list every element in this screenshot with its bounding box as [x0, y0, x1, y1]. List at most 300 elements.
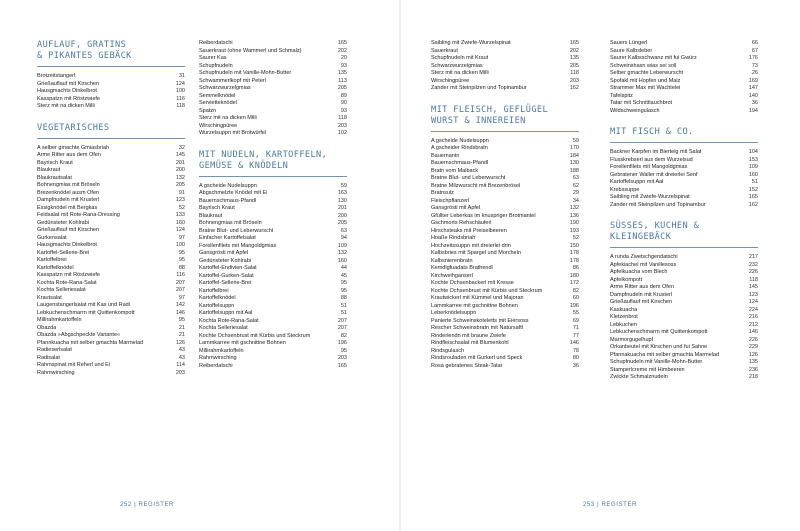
page-number: 20: [340, 55, 347, 61]
recipe-name: Orkanbeutel mit Kirschen und fui Sahne: [610, 344, 708, 350]
index-entry: [431, 288, 579, 296]
page-number: 90: [340, 100, 347, 106]
recipe-name: Bohnengmias mit Bröseln: [37, 182, 100, 188]
page-number: 63: [340, 227, 347, 234]
page-number: 176: [748, 55, 758, 61]
index-entry: [37, 160, 185, 168]
recipe-name: Schweinshaxn wias sei soll: [610, 62, 677, 69]
recipe-name: Wirschingpüree: [199, 122, 238, 129]
page-number: 44: [340, 265, 347, 271]
index-entry: [431, 213, 579, 221]
page-number: 59: [572, 137, 579, 144]
recipe-name: Flusskrebserl aus dem Wurzelsud: [610, 156, 693, 163]
recipe-name: Hausgmachts Dinkelbrot: [37, 242, 97, 248]
index-entry: [37, 81, 185, 89]
page-number: 162: [569, 85, 579, 91]
index-entry: [37, 205, 185, 213]
page-number: 130: [569, 160, 579, 166]
page-footer: 253 | REGISTER: [583, 502, 637, 508]
recipe-name: Lebkuchenschmarrn mit Quittenkompott: [610, 329, 708, 335]
recipe-name: Kletzenbrot: [610, 314, 638, 320]
page-number: 218: [748, 374, 758, 380]
page-number: 43: [178, 354, 185, 361]
page-number: 82: [572, 287, 579, 294]
page-number: 95: [340, 280, 347, 286]
index-entry: [431, 363, 579, 371]
index-entry: [431, 168, 579, 176]
recipe-name: Grießauflauf mit Kirschen: [37, 227, 100, 233]
recipe-name: Wildschweingulasch: [610, 107, 660, 114]
index-entry: [610, 352, 758, 360]
recipe-name: Hausgmachts Dinkelbrot: [37, 88, 97, 94]
page-number: 229: [748, 344, 758, 350]
index-entry: [199, 190, 347, 198]
recipe-name: Brotzeitstangerl: [37, 73, 76, 79]
page-number: 86: [572, 265, 579, 271]
recipe-name: Forellenfilets mit Mangoldgmias: [610, 164, 688, 170]
page-number: 146: [569, 340, 579, 346]
page-number: 226: [748, 269, 758, 275]
index-entry: [431, 138, 579, 146]
recipe-name: Kochta Rote-Rana-Salat: [199, 317, 259, 324]
index-entry: [37, 167, 185, 175]
recipe-name: Tafelspitz: [610, 92, 633, 99]
index-entry: [199, 85, 347, 93]
recipe-name: Kartoffelknödel: [37, 264, 74, 271]
recipe-name: Gansgrösti mit Apfel: [199, 250, 249, 256]
recipe-name: Bratne Blut- und Leberwurscht: [199, 227, 274, 234]
index-entry: [610, 329, 758, 337]
recipe-name: Bauernschmaus-Pfandl: [199, 197, 257, 204]
recipe-name: Saibling mit Zwiefe-Wurzelspinat: [610, 194, 690, 200]
section-divider: [610, 247, 758, 248]
index-column: [199, 40, 347, 370]
section-divider: [610, 142, 758, 143]
index-entry: [431, 340, 579, 348]
page-number: 88: [340, 295, 347, 301]
page-number: 31: [178, 73, 185, 79]
page-number: 203: [569, 77, 579, 84]
index-entry: [431, 295, 579, 303]
page-number: 200: [175, 167, 185, 173]
index-entry: [199, 258, 347, 266]
index-entry: [610, 374, 758, 382]
index-entry: [431, 310, 579, 318]
section-spacer: [199, 138, 347, 150]
index-entry: [199, 63, 347, 71]
index-entry: [37, 88, 185, 96]
page-number: 130: [337, 197, 347, 204]
recipe-name: Millirahmkartoffeln: [37, 317, 82, 323]
recipe-name: Rindsgulasch: [431, 347, 465, 354]
recipe-name: Essigknödel mit Bergkas: [37, 204, 98, 211]
recipe-name: Dampfnudeln mit Krusterl: [610, 291, 673, 298]
recipe-name: Zander mit Steinpilzen und Topinambur: [431, 85, 527, 91]
index-entry: [199, 123, 347, 131]
page-number: 201: [337, 205, 347, 211]
recipe-name: Backner Karpfen im Bierteig mit Salat: [610, 149, 702, 155]
page-number: 165: [337, 40, 347, 46]
index-entry: [431, 228, 579, 236]
recipe-name: A runda Zwetschgendatschi: [610, 254, 678, 260]
recipe-name: Laugenstangerlsalat mit Kas und Radi: [37, 302, 130, 308]
page-number: 205: [175, 182, 185, 188]
page-number: 216: [748, 314, 758, 320]
recipe-name: Reiberdatschi: [199, 362, 233, 369]
page-number: 207: [175, 279, 185, 286]
index-entry: [610, 292, 758, 300]
recipe-name: Kirchweihganserl: [431, 272, 473, 279]
recipe-name: Saurer Kas: [199, 55, 227, 61]
page-number: 95: [178, 317, 185, 323]
page-number: 36: [751, 100, 758, 106]
index-entry: [37, 325, 185, 333]
page-number: 236: [748, 366, 758, 373]
page-number: 165: [748, 194, 758, 200]
index-entry: [37, 220, 185, 228]
index-entry: [431, 235, 579, 243]
index-entry: [610, 254, 758, 262]
index-entry: [431, 160, 579, 168]
recipe-name: Gfüllter Leberkas im knuspriger Brotmantel: [431, 212, 536, 219]
index-entry: [37, 287, 185, 295]
page-number: 88: [178, 264, 185, 271]
page-number: 232: [748, 261, 758, 268]
page-number: 95: [340, 347, 347, 354]
index-entry: [610, 48, 758, 56]
recipe-name: Spatzn: [199, 107, 217, 114]
index-entry: [431, 55, 579, 63]
page-number: 152: [748, 186, 758, 193]
recipe-name: Krebssuppe: [610, 186, 640, 193]
recipe-name: Sterz mit na dicken Milli: [431, 70, 489, 76]
recipe-name: Abgschmelzte Knödel mit Ei: [199, 190, 268, 196]
index-entry: [37, 370, 185, 378]
index-entry: [431, 325, 579, 333]
recipe-name: Kartoffelbrei: [199, 287, 229, 294]
section-heading: VEGETARISCHES: [37, 122, 110, 133]
recipe-name: Kochta Rote-Rana-Salat: [37, 279, 97, 286]
page-number: 146: [748, 329, 758, 335]
page-number: 224: [748, 306, 758, 313]
page-number: 135: [337, 70, 347, 76]
index-entry: [37, 340, 185, 348]
recipe-name: Blaukrautsalat: [37, 174, 72, 181]
index-entry: [431, 175, 579, 183]
index-entry: [199, 250, 347, 258]
recipe-name: Gurkensalat: [37, 234, 67, 241]
index-entry: [199, 198, 347, 206]
recipe-name: Zwickte Schmalznudeln: [610, 374, 668, 380]
recipe-name: Krautsalat: [37, 294, 62, 301]
page-number: 91: [178, 189, 185, 196]
section-heading: MIT FISCH & CO.: [610, 127, 694, 137]
page-number: 45: [340, 272, 347, 279]
page-number: 80: [572, 355, 579, 361]
recipe-name: Zander mit Steinpilzen und Topinambur: [610, 201, 706, 208]
recipe-name: Kartoffel-Gurken-Salat: [199, 272, 254, 279]
page-number: 102: [337, 130, 347, 136]
index-entry: [431, 348, 579, 356]
recipe-name: Grießauflauf mit Kirschen: [610, 299, 673, 305]
index-column: [37, 40, 185, 377]
recipe-name: Bratnsulz: [431, 190, 454, 196]
index-entry: [610, 63, 758, 71]
index-entry: [431, 273, 579, 281]
index-entry: [199, 78, 347, 86]
recipe-name: Saibling mit Zwiefe-Wurzelspinat: [431, 40, 511, 46]
index-column: [431, 40, 579, 370]
recipe-name: Kaskuacha: [610, 306, 638, 313]
index-entry: [610, 299, 758, 307]
index-entry: [610, 307, 758, 315]
recipe-name: Kasspatzn mit Röstzwiefe: [37, 95, 100, 102]
index-entry: [431, 70, 579, 78]
index-entry: [610, 284, 758, 292]
index-entry: [610, 314, 758, 322]
recipe-name: Bayrisch Kraut: [199, 205, 235, 211]
index-entry: [610, 70, 758, 78]
index-entry: [37, 182, 185, 190]
index-entry: [199, 265, 347, 273]
page-number: 184: [569, 152, 579, 159]
index-entry: [431, 85, 579, 93]
recipe-name: Schupfnudeln mit Kraut: [431, 55, 489, 61]
index-entry: [199, 325, 347, 333]
recipe-name: Schupfnudeln: [199, 62, 233, 69]
recipe-name: Strammer Max mit Wachtelei: [610, 85, 681, 91]
index-entry: [199, 115, 347, 123]
index-entry: [37, 152, 185, 160]
recipe-name: Feldsalat mit Rote-Rana-Dressing: [37, 212, 120, 218]
index-entry: [431, 48, 579, 56]
page-number: 126: [748, 351, 758, 358]
index-entry: [610, 344, 758, 352]
index-entry: [431, 250, 579, 258]
page-number: 123: [748, 291, 758, 298]
index-entry: [431, 40, 579, 48]
page-number: 205: [337, 85, 347, 91]
page-number: 207: [337, 317, 347, 324]
recipe-name: Arme Ritter aus dem Ofen: [610, 284, 674, 290]
index-entry: [37, 190, 185, 198]
index-entry: [431, 318, 579, 326]
page-number: 172: [569, 280, 579, 286]
page-number: 100: [175, 242, 185, 248]
index-entry: [610, 277, 758, 285]
page-number: 118: [338, 115, 347, 121]
index-entry: [610, 85, 758, 93]
index-entry: [199, 363, 347, 371]
index-entry: [37, 347, 185, 355]
index-entry: [199, 48, 347, 56]
index-entry: [610, 337, 758, 345]
page-number: 67: [751, 47, 758, 54]
index-entry: [37, 197, 185, 205]
page-number: 202: [337, 47, 347, 54]
index-entry: [610, 55, 758, 63]
index-entry: [431, 153, 579, 161]
index-entry: [37, 235, 185, 243]
recipe-name: Apfelkompott: [610, 276, 643, 283]
page-number: 66: [751, 40, 758, 46]
page-number: 63: [572, 175, 579, 181]
index-entry: [199, 183, 347, 191]
page-number: 93: [340, 107, 347, 114]
page-number: 147: [748, 85, 758, 91]
recipe-name: Spofakl mit Hopfen und Malz: [610, 77, 681, 84]
page-number: 51: [340, 310, 347, 316]
index-entry: [610, 194, 758, 202]
page-number: 116: [176, 272, 185, 278]
page-number: 203: [337, 355, 347, 361]
page-number: 97: [178, 234, 185, 241]
recipe-name: Panierte Schweinskoteletts mit Eiersoss: [431, 317, 529, 324]
left-page: [0, 0, 399, 531]
page-number: 118: [570, 70, 579, 76]
index-entry: [199, 355, 347, 363]
index-entry: [37, 103, 185, 111]
recipe-name: Selber gmachte Leberwurscht: [610, 70, 684, 76]
section-heading: MIT NUDELN, KARTOFFELN, GEMÜSE & KNÖDELN: [199, 149, 328, 171]
recipe-name: Reiberdatschi: [199, 40, 233, 46]
index-entry: [199, 70, 347, 78]
right-page: [401, 0, 800, 531]
index-entry: [610, 78, 758, 86]
recipe-name: Rahmwirsching: [199, 355, 237, 361]
index-entry: [199, 288, 347, 296]
index-entry: [431, 243, 579, 251]
index-entry: [610, 93, 758, 101]
recipe-name: Gansgrösti mit Apfel: [431, 205, 481, 211]
index-entry: [610, 179, 758, 187]
recipe-name: Lebkuchenschmarrn mit Quittenkompott: [37, 309, 135, 316]
section-spacer: [431, 93, 579, 105]
index-entry: [199, 295, 347, 303]
index-entry: [199, 273, 347, 281]
page-number: 113: [338, 77, 347, 84]
recipe-name: Krautwickerl mit Kümmel und Majoran: [431, 295, 524, 301]
recipe-name: Wurzelsuppn mit Brotwürfel: [199, 130, 267, 136]
page-number: 205: [337, 220, 347, 226]
section-divider: [431, 131, 579, 132]
section-heading: MIT FLEISCH, GEFLÜGEL WURST & INNEREIEN: [431, 104, 549, 126]
recipe-name: Schupfnudeln mit Vanille-Mohn-Butter: [199, 70, 292, 76]
index-entry: [610, 202, 758, 210]
index-entry: [610, 359, 758, 367]
recipe-name: Sauers Lüngerl: [610, 40, 648, 46]
page-number: 165: [569, 40, 579, 46]
recipe-name: Bohnengmias mit Bröseln: [199, 220, 262, 226]
page-number: 150: [569, 242, 579, 249]
recipe-name: Rinderlendn mit braune Zwiefe: [431, 332, 506, 339]
page-number: 205: [569, 62, 579, 69]
index-entry: [37, 295, 185, 303]
recipe-name: Gedünsteter Kohlrabi: [37, 219, 89, 226]
recipe-name: Millirahmkartoffeln: [199, 347, 244, 354]
page-number: 124: [175, 80, 185, 87]
recipe-name: Leberknödelsuppn: [431, 310, 477, 316]
page-number: 163: [337, 190, 347, 196]
index-entry: [610, 108, 758, 116]
index-entry: [199, 220, 347, 228]
index-entry: [610, 149, 758, 157]
page-number: 207: [337, 325, 347, 331]
page-number: 202: [569, 47, 579, 54]
section-spacer: [610, 115, 758, 127]
index-entry: [199, 318, 347, 326]
recipe-name: Schwarzwurzelgmias: [431, 62, 483, 69]
page-number: 203: [175, 369, 185, 376]
page-number: 95: [178, 257, 185, 263]
index-entry: [431, 190, 579, 198]
index-entry: [199, 243, 347, 251]
index-entry: [199, 333, 347, 341]
page-number: 95: [178, 249, 185, 256]
recipe-name: Blaukraut: [37, 167, 61, 173]
index-entry: [199, 340, 347, 348]
page-number: 82: [340, 332, 347, 339]
page-number: 93: [340, 62, 347, 69]
index-entry: [199, 100, 347, 108]
recipe-name: Kartoffel-Sellerie-Brei: [199, 280, 252, 286]
recipe-name: Kasspatzn mit Röstzwiefe: [37, 272, 100, 278]
page-number: 95: [340, 287, 347, 294]
page-number: 89: [340, 92, 347, 99]
page-number: 123: [175, 197, 185, 203]
index-entry: [610, 100, 758, 108]
index-entry: [431, 280, 579, 288]
page-number: 153: [748, 156, 758, 163]
recipe-name: Marmorgugelhupf: [610, 336, 654, 343]
recipe-name: Rahmspinat mit Reherl und Ei: [37, 362, 111, 368]
index-entry: [431, 333, 579, 341]
index-entry: [199, 108, 347, 116]
recipe-name: Bratn vom Maiback: [431, 167, 479, 174]
index-entry: [37, 332, 185, 340]
index-entry: [610, 157, 758, 165]
page-number: 104: [748, 149, 758, 155]
index-entry: [431, 198, 579, 206]
page-number: 178: [569, 250, 579, 256]
recipe-name: Kemdlgfuadats Brathendl: [431, 265, 493, 271]
index-entry: [610, 187, 758, 195]
page-number: 51: [751, 179, 758, 185]
page-number: 212: [748, 321, 758, 328]
recipe-name: Saure Kalbsleber: [610, 47, 653, 54]
page-number: 140: [748, 92, 758, 99]
page-number: 124: [748, 299, 758, 305]
recipe-name: Apfelkuacha vom Blech: [610, 269, 668, 275]
page-number: 124: [175, 227, 185, 233]
recipe-name: Bauernantn: [431, 152, 460, 159]
recipe-name: Gschmorts Rehschäuferl: [431, 220, 492, 226]
page-number: 196: [569, 302, 579, 309]
page-number: 160: [175, 219, 185, 226]
recipe-name: Kochte Ochsenbrust mit Kürbis und Steckrum: [199, 332, 311, 339]
section-spacer: [37, 111, 185, 123]
index-entry: [37, 272, 185, 280]
recipe-name: Sauerkraut (ohne Wammerl und Schmalz): [199, 47, 302, 54]
page-number: 62: [572, 182, 579, 189]
page-number: 226: [748, 336, 758, 343]
page-number: 190: [569, 220, 579, 226]
page-number: 200: [337, 212, 347, 219]
recipe-name: A gscheider Rindsbratn: [431, 145, 488, 151]
recipe-name: Kalbsbries mit Spargel und Morcheln: [431, 250, 521, 256]
page-number: 29: [572, 190, 579, 196]
page-number: 196: [337, 340, 347, 346]
